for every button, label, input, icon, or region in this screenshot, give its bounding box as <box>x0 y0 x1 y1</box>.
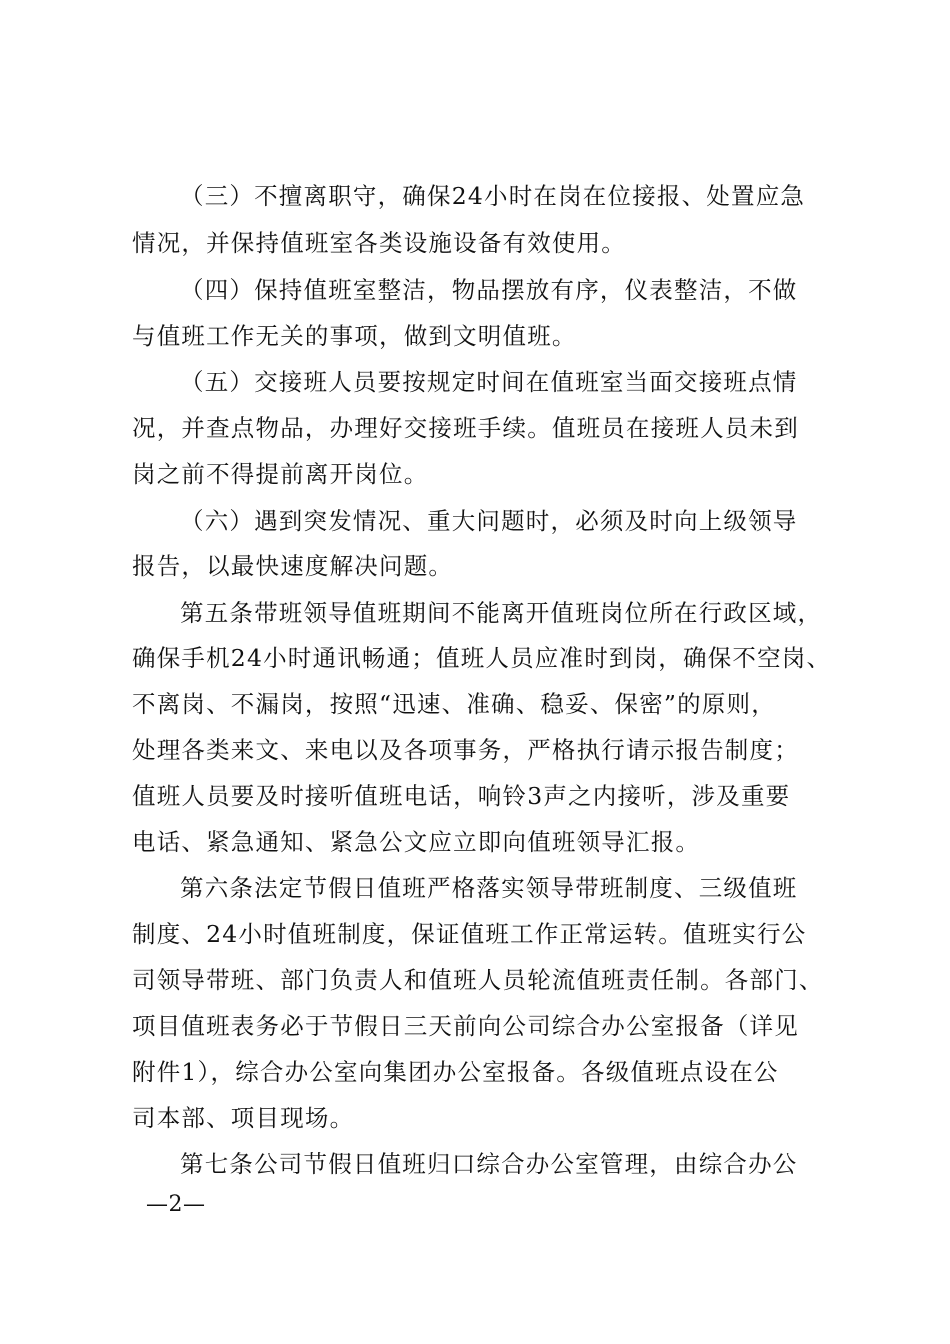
paragraph-line: 不离岗、不漏岗，按照“迅速、准确、稳妥、保密”的原则， <box>132 690 776 718</box>
paragraph-line: 处理各类来文、来电以及各项事务，严格执行请示报告制度； <box>132 736 799 764</box>
paragraph-line: 司领导带班、部门负责人和值班人员轮流值班责任制。各部门、 <box>132 966 824 994</box>
paragraph-line: 情况，并保持值班室各类设施设备有效使用。 <box>132 229 626 257</box>
paragraph-line: 第五条带班领导值班期间不能离开值班岗位所在行政区域， <box>180 599 823 627</box>
paragraph-line: 值班人员要及时接听值班电话，响铃3声之内接听，涉及重要 <box>132 782 791 810</box>
paragraph-line: 项目值班表务必于节假日三天前向公司综合办公室报备（详见 <box>132 1012 799 1040</box>
paragraph-line: （四）保持值班室整洁，物品摆放有序，仪表整洁，不做 <box>180 276 798 304</box>
paragraph-line: 附件1），综合办公室向集团办公室报备。各级值班点设在公 <box>132 1058 779 1086</box>
paragraph-line: 第六条法定节假日值班严格落实领导带班制度、三级值班 <box>180 874 798 902</box>
paragraph-line: （三）不擅离职守，确保24小时在岗在位接报、处置应急 <box>180 182 806 210</box>
paragraph-line: 确保手机24小时通讯畅通；值班人员应准时到岗，确保不空岗、 <box>132 644 832 672</box>
paragraph-line: 电话、紧急通知、紧急公文应立即向值班领导汇报。 <box>132 828 701 856</box>
paragraph-line: 况，并查点物品，办理好交接班手续。值班员在接班人员未到 <box>132 414 799 442</box>
paragraph-line: 报告，以最快速度解决问题。 <box>132 552 454 580</box>
paragraph-line: （六）遇到突发情况、重大问题时，必须及时向上级领导 <box>180 507 798 535</box>
paragraph-line: 第七条公司节假日值班归口综合办公室管理，由综合办公 <box>180 1150 798 1178</box>
paragraph-line: 岗之前不得提前离开岗位。 <box>132 460 429 488</box>
paragraph-line: 司本部、项目现场。 <box>132 1104 355 1132</box>
page-number: —2— <box>146 1192 206 1217</box>
paragraph-line: 与值班工作无关的事项，做到文明值班。 <box>132 322 577 350</box>
paragraph-line: （五）交接班人员要按规定时间在值班室当面交接班点情 <box>180 368 798 396</box>
paragraph-line: 制度、24小时值班制度，保证值班工作正常运转。值班实行公 <box>132 920 807 948</box>
